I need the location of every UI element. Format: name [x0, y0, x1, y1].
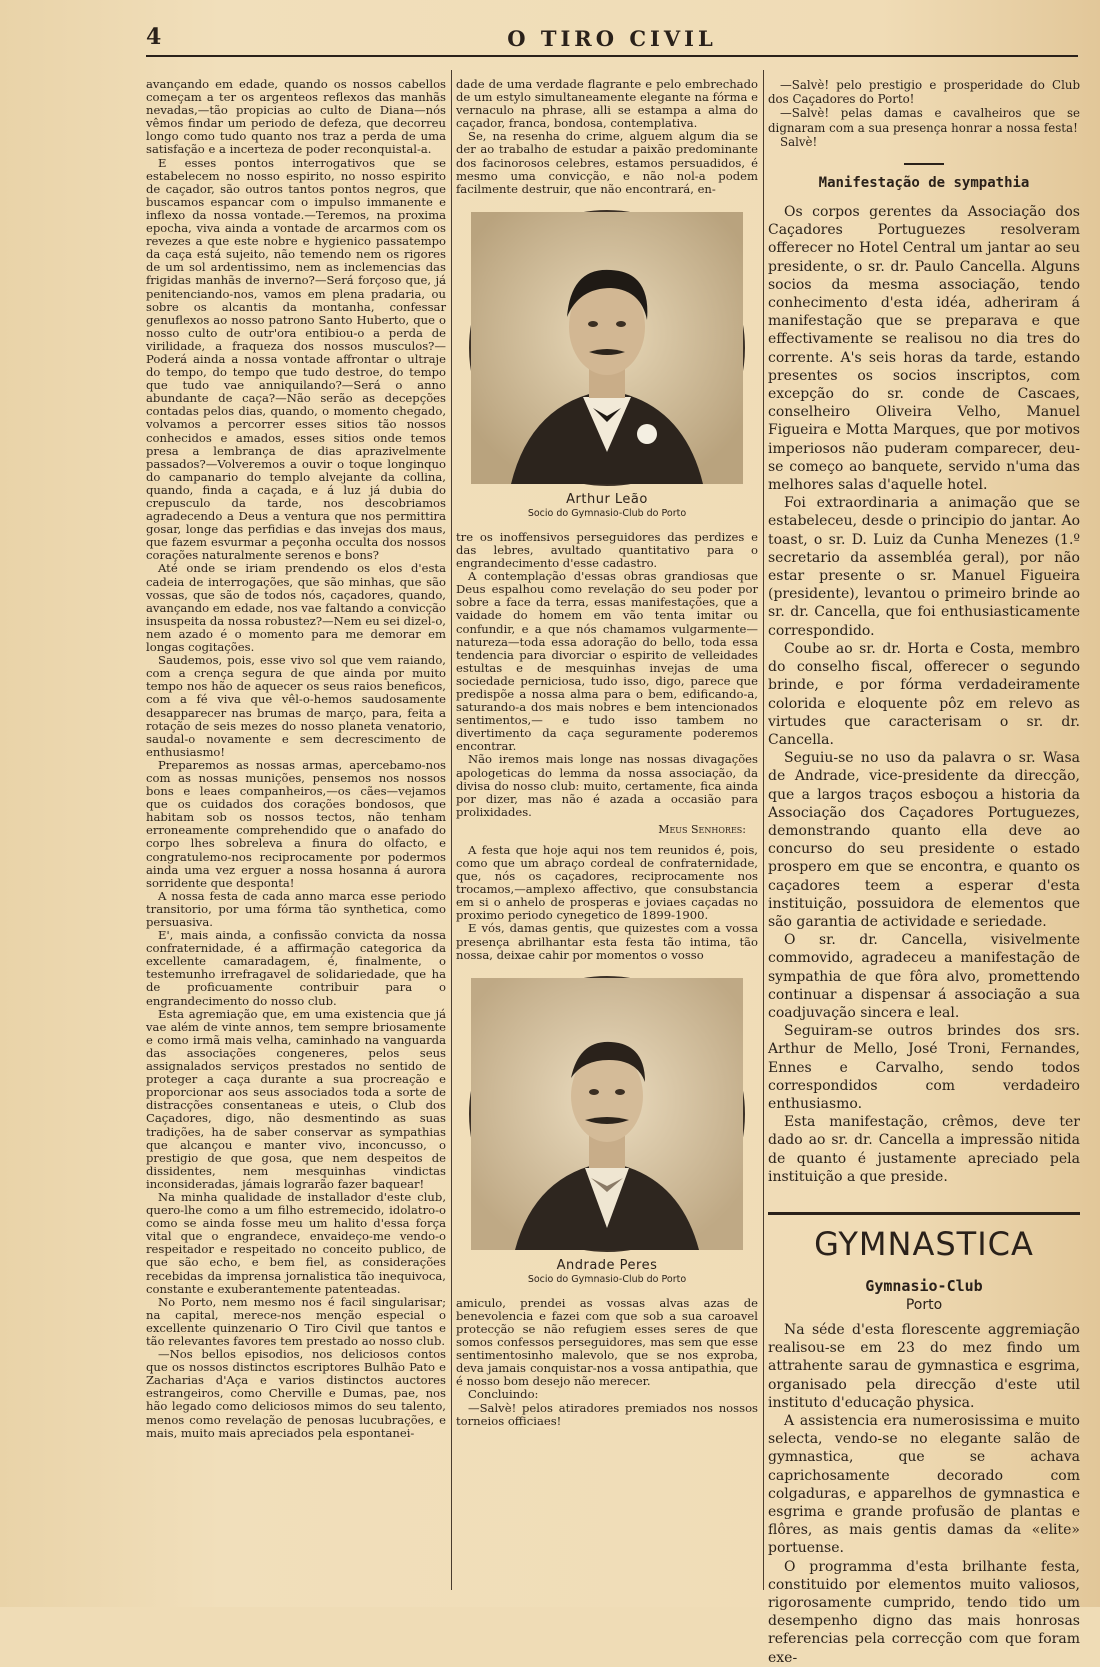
col1-paragraph: Na minha qualidade de installador d'este club, quero-lhe como a um filho estremecido, idolatro-o como se ainda fosse meu um halito d'essa força vital que o engrandece, envaideço-me vendo-o respeitador e respeitado no conceito publico, de que são echo, e bem fiel, as considerações recebidas da imprensa jornalistica tão inequivoca, constante e exuberantemente patenteadas. — [146, 1189, 446, 1296]
col1-paragraph: Até onde se iriam prendendo os elos d'esta cadeia de interrogações, que são minhas, que são vossas, que são de todos nós, caçadores, quando, avançando em edade, nos vae faltando a convicção insuspeita da nossa robustez?—Nem eu sei dizel-o, nem azado é o momento para me demorar em longas cogitações. — [146, 561, 446, 655]
col3-paragraph: Seguiram-se outros brindes dos srs. Arthur de Mello, José Troni, Fernandes, Ennes e Carvalho, sendo todos correspondidos com verdadeiro enthusiasmo. — [768, 1023, 1080, 1112]
col2-paragraph: —Salvè! pelos atiradores premiados nos nossos torneios officiaes! — [456, 1400, 758, 1428]
page-number: 4 — [146, 24, 162, 50]
col3-paragraph: Foi extraordinaria a animação que se estabeleceu, desde o principio do jantar. Ao toast, o sr. D. Luiz da Cunha Menezes (1.º secretario da assembléa geral), por não estar presente o sr. Manuel Figueira (presidente), levantou o primeiro brinde ao sr. dr. Cancella, que foi enthusiasticamente correspondido. — [768, 495, 1080, 639]
header-rule — [146, 55, 1078, 57]
col1-paragraph: A nossa festa de cada anno marca esse periodo transitorio, por uma fórma tão synthetica, como persuasiva. — [146, 888, 446, 929]
col1-paragraph: E esses pontos interrogativos que se estabelecem no nosso espirito, no nosso espirito de caçador, são outros tantos pontos negros, que buscamos espancar com o impulso immanente e inflexo da nossa vontade.—Teremos, na proxima epocha, viva ainda a vontade de arcarmos com os revezes a que este nobre e hygienico passatempo da caça está sujeito, não temendo nem os rigores de um sol ardentissimo, nem as inclemencias das frigidas manhãs de inverno?—Será forçoso que, já penitenciando-nos, vamos em plena pradaria, ou sobre os alcantis da montanha, confessar genuflexos ao nosso patrono Santo Huberto, que o nosso culto de outr'ora entibiou-o a perda de virilidade, a fraqueza dos nossos musculos?—Poderá ainda a nossa vontade affrontar o ultraje do tempo, do tempo que tudo destroe, do tempo que tudo vae anniquilando?—Será o anno abundante de caça?—Não serão as decepções contadas pelos dias, quando, o momento chegado, volvamos a percorrer esses sitios tão nossos conhecidos e amados, esses sitios onde temos presa a lembrança de dias aprazivelmente passados?—Volveremos a ouvir o toque longinquo do campanario do templo alvejante da collina, quando, finda a caçada, e á luz já dubia do crepusculo da tarde, nos descobriamos agradecendo a Deus a ventura que nos permittira gosar, longe das perfidias e das invejas dos maus, que fazem esvurmar a peçonha occulta dos nossos corações naturalmente serenos e bons? — [146, 155, 446, 563]
toast-line: —Salvè! pelo prestigio e prosperidade do Club dos Caçadores do Porto! — [768, 78, 1080, 107]
col1-paragraph: avançando em edade, quando os nossos cabellos começam a ter os argenteos reflexos das manhãs nevadas,—tão propicias ao culto de Diana—nós vêmos findar um periodo de defeza, que decorreu longo como tudo quanto nos traz a perda de uma satisfação e a incerteza de poder reconquistal-a. — [146, 77, 446, 157]
col1-paragraph: Preparemos as nossas armas, apercebamo-nos com as nossas munições, pensemos nos nossos bons e leaes companheiros,—os cães—vejamos que os cuidados dos corações bondosos, que habitam sob os nossos tectos, não tenham erroneamente comprehendido que o anafado do corpo lhes sobreleva a finura do olfacto, e congratulemo-nos reciprocamente por podermos ainda uma vez erguer a nossa hosanna á aurora sorridente que desponta! — [146, 757, 446, 890]
portrait-1-subtitle: Socio do Gymnasio-Club do Porto — [527, 507, 687, 519]
col2-paragraph: amiculo, prendei as vossas alvas azas de benevolencia e fazei com que sob a sua caroavel protecção se não refugiem esses seres de que somos confessos perseguidores, mas sem que esse sentimentosinho malevolo, que se nos exproba, deva jamais conquistar-nos a vossa antipathia, que é nosso bom desejo não merecer. — [456, 1295, 758, 1389]
column-3 — [768, 78, 1080, 1666]
toast-line: —Salvè! pelas damas e cavalheiros que se dignaram com a sua presença honrar a nossa festa! — [768, 106, 1080, 135]
col2-paragraph: E vós, damas gentis, que quizestes com a vossa presença abrilhantar esta festa tão intima, tão nossa, deixae cahir por momentos o vosso — [456, 921, 758, 962]
col3-paragraph: O sr. dr. Cancella, visivelmente commovido, agradeceu a manifestação de sympathia de que fôra alvo, promettendo continuar a dispensar á associação a sua coadjuvação sincera e leal. — [768, 932, 1080, 1021]
section-subtitle: Gymnasio-Club — [865, 1276, 983, 1295]
col3-paragraph: Na séde d'esta florescente aggremiação realisou-se em 23 do mez findo um attrahente sarau de gymnastica e esgrima, organisado pela direcção d'este util instituto d'educação physica. — [768, 1321, 1080, 1411]
portrait-photo-2 — [469, 976, 745, 1252]
col2-paragraph: Não iremos mais longe nas nossas divagações apologeticas do lemma da nossa associação, da divisa do nosso club: muito, certamente, fica ainda por dizer, mas não é azada a occasião para prolixidades. — [456, 752, 758, 819]
col1-paragraph: Saudemos, pois, esse vivo sol que vem raiando, com a crença segura de que ainda por muito tempo nos hão de aquecer os seus raios beneficos, com a fé viva que vêl-o-hemos saudosamente desapparecer nas brumas de março, para, feita a rotação de seis mezes do nosso planeta venatorio, saudal-o novamente e sem decrescimento de enthusiasmo! — [146, 653, 446, 759]
column-divider-2 — [763, 70, 764, 1590]
col2-paragraph: tre os inoffensivos perseguidores das perdizes e das lebres, avultado quantitativo para o engrandecimento d'esse cadastro. — [456, 529, 758, 571]
newspaper-title: O TIRO CIVIL — [507, 26, 717, 51]
section-rule — [768, 1212, 1080, 1215]
col3-paragraph: Seguiu-se no uso da palavra o sr. Wasa de Andrade, vice-presidente da direcção, que a largos traços esboçou a historia da Associação dos Caçadores Portuguezes, demonstrando quanto ella deve ao concurso do seu presidente o estado prospero em que se encontra, e quanto os caçadores teem a esperar d'esta instituição, possuidora de elementos que são garantia de actividade e seriedade. — [768, 750, 1080, 930]
toast-line: Salvè! — [780, 134, 818, 149]
column-1 — [146, 78, 446, 1588]
column-divider-1 — [451, 70, 452, 1590]
portrait-1-name: Arthur Leão — [566, 491, 648, 507]
col3-paragraph: Coube ao sr. dr. Horta e Costa, membro do conselho fiscal, offerecer o segundo brinde, e por fórma verdadeiramente colorida e eloquente pôz em relevo as virtudes que caracterisam o sr. dr. Cancella. — [768, 640, 1080, 748]
col1-paragraph: No Porto, nem mesmo nos é facil singularisar; na capital, merece-nos menção especial o excellente quinzenario O Tiro Civil que tantos e tão relevantes favores tem prestado ao nosso club. — [146, 1294, 446, 1348]
portrait-arthur-leao — [456, 210, 758, 519]
col2-paragraph: A festa que hoje aqui nos tem reunidos é, pois, como que um abraço cordeal de confraternidade, que, nós os caçadores, reciprocamente nos trocamos,—amplexo affectivo, que consubstancia em si o anhelo de prosperas e joviaes caçadas no proximo periodo cynegetico de 1899-1900. — [456, 842, 758, 923]
col3-paragraph: A assistencia era numerosissima e muito selecta, vendo-se no elegante salão de gymnastica, que se achava caprichosamente decorado com colgaduras, e apparelhos de gymnastica e esgrima e grande profusão de plantas e flôres, as mais gentis damas da «elite» portuense. — [768, 1413, 1080, 1557]
col3-paragraph: Os corpos gerentes da Associação dos Caçadores Portuguezes resolveram offerecer no Hotel Central um jantar ao seu presidente, o sr. dr. Paulo Cancella. Alguns socios da mesma associação, tendo conhecimento d'esta idéa, adheriram á manifestação que se preparava e que effectivamente se realisou no dia tres do corrente. A's seis horas da tarde, estando presentes os socios inscriptos, com excepção do sr. conde de Cascaes, conselheiro Oliveira Velho, Manuel Figueira e Motta Marques, que por motivos imperiosos não puderam comparecer, deu-se começo ao banquete, servido n'uma das melhores salas d'aquelle hotel. — [768, 204, 1080, 494]
section-divider — [904, 163, 944, 165]
section-place: Porto — [905, 1296, 943, 1313]
col1-paragraph: Esta agremiação que, em uma existencia que já vae além de vinte annos, tem sempre briosamente e como irmã mais velha, caminhado na vanguarda das associações congeneres, pelos seus assignalados serviços prestados no sentido de proteger a caça durante a sua procreação e proporcionar aos seus associados toda a sorte de distracções consentaneas e uteis, o Club dos Caçadores, digo, não desmentindo as suas tradições, ha de saber conservar as sympathias que alcançou e manter vivo, inconcusso, o prestigio de que gosa, que nem despeitos de dissidentes, nem mesquinhas vindictas inconsideradas, jámais lograrão fazer baquear! — [146, 1006, 446, 1191]
masthead — [146, 24, 1078, 54]
col2-paragraph: Se, na resenha do crime, alguem algum dia se der ao trabalho de estudar a paixão predominante dos facinorosos celebres, estamos persuadidos, é mesmo uma convicção, e não nol-a podem facilmente destruir, que não encontrará, en- — [456, 129, 758, 196]
salutation: Meus Senhores: — [658, 822, 746, 836]
portrait-2-subtitle: Socio do Gymnasio-Club do Porto — [527, 1273, 687, 1285]
col2-paragraph: Concluindo: — [468, 1387, 539, 1402]
portrait-2-name: Andrade Peres — [556, 1257, 658, 1273]
column-2 — [456, 78, 758, 1588]
col3-paragraph: O programma d'esta brilhante festa, constituido por elementos muito valiosos, rigorosamente cumprido, tendo tido um desempenho digno das mais honrosas referencias pela correcção com que foram exe- — [768, 1558, 1080, 1666]
col2-paragraph: A contemplação d'essas obras grandiosas que Deus espalhou como revelação do seu poder por sobre a face da terra, essas manifestações, que a vaidade do homem em vão tenta imitar ou confundir, e a que nós chamamos vulgarmente—natureza—toda essa adoração do bello, toda essa tendencia para divorciar o espirito de velleidades estultas e de mesquinhas invejas de uma sociedade perniciosa, tudo isso, digo, parece que predispõe a nossa alma para o bem, edificando-a, saturando-a dos mais nobres e bem intencionados sentimentos,— e tudo isso tambem no divertimento da caça seguramente poderemos encontrar. — [456, 569, 758, 754]
section-title-gymnastica: GYMNASTICA — [814, 1224, 1034, 1263]
col1-paragraph: —Nos bellos episodios, nos deliciosos contos que os nossos distinctos escriptores Bulhão Pato e Zacharias d'Aça e varios distinctos auctores estrangeiros, como Cherville e Dumas, pae, nos hão legado como deliciosos mimos do seu talento, menos como revelação de penosas lucubrações, e mais, muito mais apreciados pela espontanei- — [146, 1347, 446, 1440]
col3-paragraph: Esta manifestação, crêmos, deve ter dado ao sr. dr. Cancella a impressão nitida de quanto é justamente apreciado pela instituição a que preside. — [768, 1114, 1080, 1185]
section-title-sympathia: Manifestação de sympathia — [818, 175, 1030, 192]
portrait-andrade-peres — [456, 976, 758, 1285]
col2-paragraph: dade de uma verdade flagrante e pelo embrechado de um estylo simultaneamente elegante na fórma e vernaculo na phrase, alli se estampa a alma do caçador, franca, bondosa, contemplativa. — [456, 77, 758, 131]
portrait-photo-1 — [469, 210, 745, 486]
col1-paragraph: E', mais ainda, a confissão convicta da nossa confraternidade, é a affirmação categorica da excellente camaradagem, é, finalmente, o testemunho irrefragavel de solidariedade, que ha de proficuamente contribuir para o engrandecimento do nosso club. — [146, 928, 446, 1008]
